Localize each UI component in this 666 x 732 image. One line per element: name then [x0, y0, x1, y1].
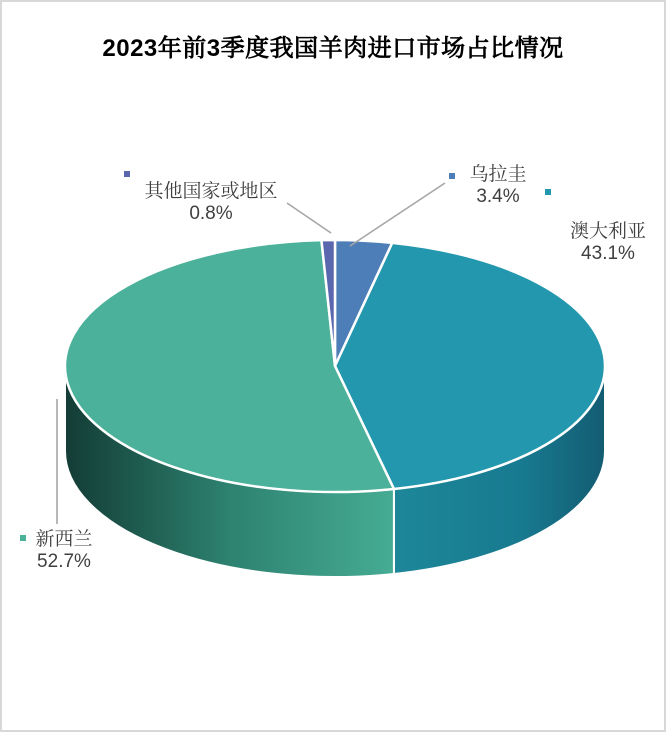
slice-label-name-2: 新西兰	[35, 529, 93, 550]
slice-label-value-1: 43.1%	[581, 243, 635, 264]
slice-label-name-3: 其他国家或地区	[144, 181, 278, 202]
leader-line-0	[350, 183, 445, 246]
chart-title: 2023年前3季度我国羊肉进口市场占比情况	[102, 35, 564, 62]
slice-label-3	[144, 181, 277, 225]
legend-key-marker-3	[124, 171, 130, 177]
pie-3d-chart	[2, 2, 666, 732]
leader-line-3	[287, 203, 331, 233]
legend-key-marker-1	[545, 189, 551, 195]
slice-label-0	[469, 164, 526, 208]
slice-label-2	[35, 529, 92, 573]
slice-label-name-1: 澳大利亚	[569, 221, 647, 242]
legend-key-marker-2	[20, 535, 26, 541]
slice-label-value-3: 0.8%	[189, 203, 233, 224]
legend-key-marker-0	[449, 173, 455, 179]
slice-label-value-2: 52.7%	[37, 551, 91, 572]
slice-label-value-0: 3.4%	[476, 186, 520, 207]
slice-label-1	[570, 221, 646, 265]
slice-label-name-0: 乌拉圭	[469, 164, 527, 185]
